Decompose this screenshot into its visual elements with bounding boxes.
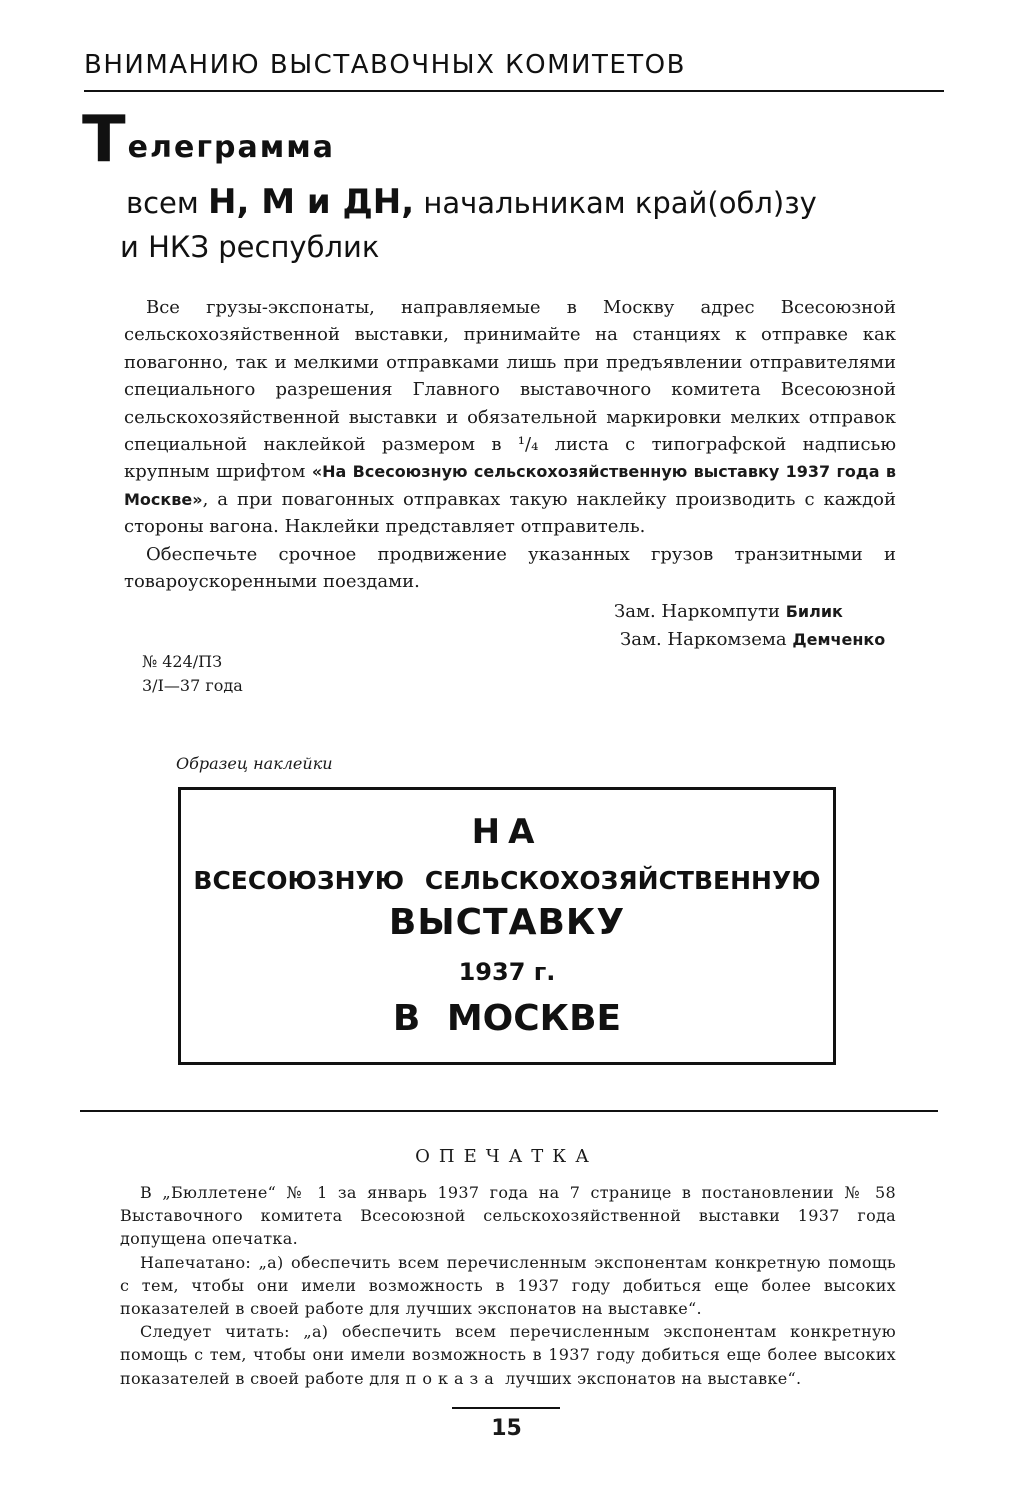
body-text-segment: , а при повагонных отправках такую наклейку производить с каждой стороны вагона. Наклейки представляет отправитель. bbox=[124, 488, 896, 538]
erratum-paragraph-2: Напечатано: „а) обеспечить всем перечисленным экспонентам конкретную помощь с тем, чтобы они имели возможность в 1937 году добиться еще более высоких показателей в своей работе для лучших экспонатов на выставке“. bbox=[120, 1252, 896, 1319]
signature-title: Зам. Наркомзема bbox=[620, 629, 793, 650]
body-paragraph-1 bbox=[124, 294, 896, 541]
sample-line-4: 1937 г. bbox=[458, 958, 556, 986]
telegram-body bbox=[124, 294, 896, 595]
sample-line-2: ВСЕСОЮЗНУЮ СЕЛЬСКОХОЗЯЙСТВЕННУЮ bbox=[193, 866, 821, 895]
signatures bbox=[614, 598, 914, 654]
addressee-suffix: начальникам край(обл)зу bbox=[414, 186, 817, 220]
erratum-title: ОПЕЧАТКА bbox=[415, 1146, 598, 1167]
erratum-paragraph-1: В „Бюллетене“ № 1 за январь 1937 года на 7 странице в постановлении № 58 Выставочного комитета Всесоюзной сельскохозяйственной выставки 1937 года допущена опечатка. bbox=[120, 1183, 896, 1249]
erratum-text-segment: лучших экспонатов на выставке“. bbox=[499, 1368, 802, 1388]
reference-date: 3/I—37 года bbox=[142, 676, 243, 695]
signature-row bbox=[614, 598, 914, 626]
sample-label-box bbox=[178, 787, 836, 1065]
body-text-segment: Все грузы-экспонаты, направляемые в Москву адрес Всесоюзной сельскохозяйственной выставки, принимайте на станциях к отправке как повагонно, так и мелкими отправками лишь при предъявлении отправителями специального разрешения Главного выставочного комитета Всесоюзной сельскохозяйственной выставки и обязательной маркировки мелких отправок специальной наклейкой размером в ¹/₄ листа с типографской надписью крупным шрифтом bbox=[124, 297, 896, 483]
page-number-rule bbox=[452, 1407, 560, 1409]
signature-row bbox=[620, 626, 914, 654]
sample-caption: Образец наклейки bbox=[176, 754, 333, 773]
telegram-title-rest: елеграмма bbox=[127, 130, 336, 165]
telegram-title-initial: Т bbox=[82, 103, 128, 177]
erratum-spaced-word: показа bbox=[405, 1368, 500, 1388]
section-divider bbox=[80, 1110, 938, 1112]
body-paragraph-2: Обеспечьте срочное продвижение указанных грузов транзитными и товароускоренными поездами. bbox=[124, 543, 896, 593]
reference-number: № 424/ПЗ bbox=[142, 652, 223, 671]
telegram-addressee-line bbox=[126, 182, 952, 222]
telegram-heading bbox=[82, 103, 952, 264]
section-header: ВНИМАНИЮ ВЫСТАВОЧНЫХ КОМИТЕТОВ bbox=[84, 50, 686, 80]
document-reference bbox=[142, 650, 243, 698]
sample-line-1: НА bbox=[471, 812, 543, 852]
erratum-paragraph-3 bbox=[120, 1320, 896, 1390]
erratum-body bbox=[120, 1181, 896, 1390]
sample-line-5: В МОСКВЕ bbox=[392, 998, 622, 1039]
telegram-addressee-line-2: и НКЗ республик bbox=[120, 230, 380, 264]
sample-line-3: ВЫСТАВКУ bbox=[388, 902, 626, 943]
addressee-bold: Н, М и ДН, bbox=[207, 182, 415, 222]
page-number: 15 bbox=[491, 1416, 522, 1441]
telegram-title bbox=[82, 103, 952, 177]
addressee-prefix: всем bbox=[126, 186, 208, 220]
label-inscription: «На Всесоюзную сельскохозяйственную выставку 1937 года в Москве» bbox=[124, 462, 896, 509]
erratum-text-segment: Следует читать: „а) обеспечить всем перечисленным экспонентам конкретную помощь с тем, чтобы они имели возможность в 1937 году добиться еще более высоких показателей в своей работе для bbox=[120, 1322, 896, 1388]
signature-name: Демченко bbox=[792, 630, 886, 649]
signature-name: Билик bbox=[785, 602, 843, 621]
signature-title: Зам. Наркомпути bbox=[614, 601, 786, 622]
header-rule bbox=[84, 90, 944, 92]
